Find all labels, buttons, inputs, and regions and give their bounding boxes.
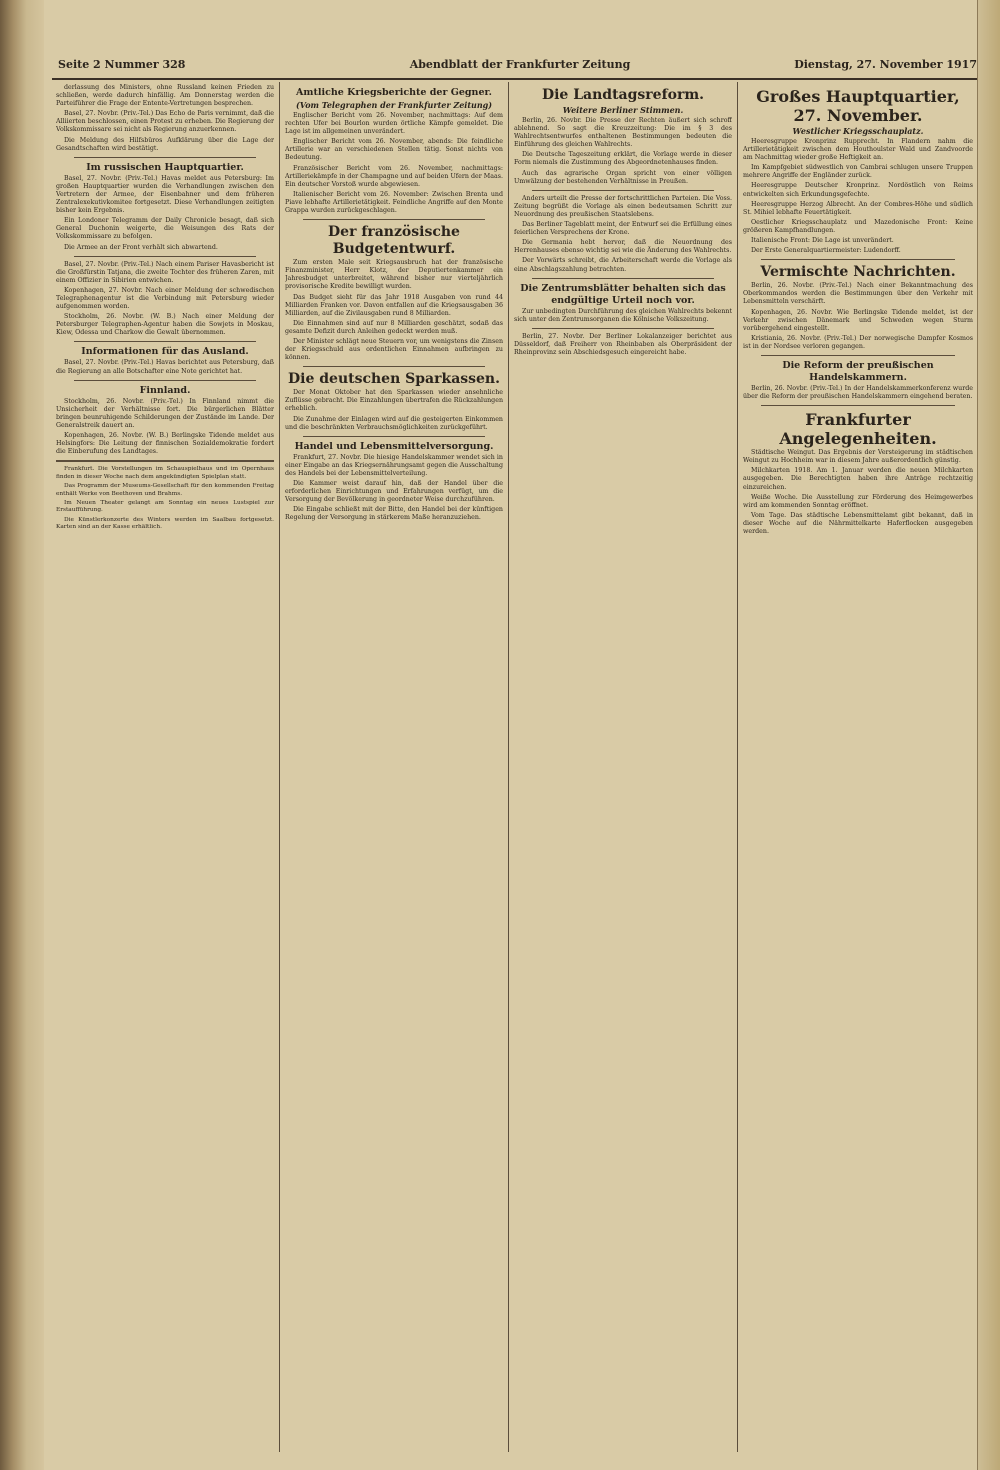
column (285, 84, 503, 1449)
adjacent-page-edge (977, 0, 1000, 1470)
article-paragraph: Heeresgruppe Deutscher Kronprinz. Nordöstlich von Reims entwickelten sich Erkundungsgefechte. (743, 182, 973, 198)
article-paragraph: Die Eingabe schließt mit der Bitte, den Handel bei der künftigen Regelung der Versorgung in stärkerem Maße heranzuziehen. (285, 506, 503, 522)
article-paragraph: derlassung des Ministers, ohne Russland keinen Frieden zu schließen, werde dadurch hinfällig. Am Donnerstag werden die Parteiführer die Frage der Entente-Vertretungen besprechen. (56, 84, 274, 108)
article-paragraph: Der Minister schlägt neue Steuern vor, um wenigstens die Zinsen der Kriegsschuld aus ordentlichen Einnahmen aufbringen zu können. (285, 337, 503, 362)
article-paragraph: Die Einnahmen sind auf nur 8 Milliarden geschätzt, sodaß das gesamte Defizit durch Anleihen gedeckt werden muß. (285, 319, 503, 335)
article-separator (532, 278, 714, 279)
article-headline: Informationen für das Ausland. (81, 346, 249, 358)
article-separator (532, 190, 714, 191)
article (285, 87, 503, 215)
article-paragraph: Italienischer Bericht vom 26. November: Zwischen Brenta und Piave lebhafte Artillerietätigkeit. Feindliche Angriffe auf den Monte Grappa wurden zurückgeschlagen. (285, 190, 503, 215)
article-headline: Amtliche Kriegsberichte der Gegner. (296, 87, 492, 98)
article-paragraph: Kopenhagen, 26. Novbr. (W. B.) Berlingske Tidende meldet aus Helsingfors: Die Leitung der finnischen Sozialdemokratie fordert die Einberufung des Landtages. (56, 432, 274, 456)
article-paragraph: Basel, 27. Novbr. (Priv.-Tel.) Das Echo de Paris vernimmt, daß die Alliierten beschlossen, einen Protest zu erheben. Die Regierung der Volkskommissare sei nicht als Regierung anzuerkennen. (56, 110, 274, 134)
article (514, 333, 732, 357)
article-paragraph: Die Deutsche Tageszeitung erklärt, die Vorlage werde in dieser Form niemals die Zustimmung des Abgeordnetenhauses finden. (514, 151, 732, 167)
article-paragraph: Berlin, 26. Novbr. (Priv.-Tel.) In der Handelskammerkonferenz wurde über die Reform der preußischen Handelskammern eingehend beraten. (743, 384, 973, 401)
article-paragraph: Das Programm der Museums-Gesellschaft für den kommenden Freitag enthält Werke von Beethoven und Brahms. (56, 483, 274, 497)
article (743, 410, 973, 536)
article-separator (532, 328, 714, 329)
article-headline: Die Reform der preußischen Handelskammern. (782, 359, 934, 383)
page-number: Seite 2 Nummer 328 (58, 58, 186, 71)
article (285, 224, 503, 362)
article (56, 84, 274, 153)
article-separator (761, 259, 955, 260)
article-paragraph: Vom Tage. Das städtische Lebensmittelamt gibt bekannt, daß in dieser Woche auf die Nährmittelkarte Haferflocken ausgegeben werden. (743, 511, 973, 535)
article-separator (761, 355, 955, 356)
article-paragraph: Im Kampfgebiet südwestlich von Cambrai schlugen unsere Truppen mehrere Angriffe der Engländer zurück. (743, 164, 973, 180)
article (56, 162, 274, 252)
article-separator (74, 341, 256, 342)
issue-date: Dienstag, 27. November 1917 (794, 58, 977, 71)
article-headline: Finnland. (139, 384, 191, 396)
article-paragraph: Städtische Weingut. Das Ergebnis der Versteigerung im städtischen Weingut zu Hochheim war in diesem Jahre außerordentlich günstig. (743, 449, 973, 465)
article-headline: Der französische Budgetentwurf. (328, 224, 460, 258)
article-paragraph: Oestlicher Kriegsschauplatz und Mazedonische Front: Keine größeren Kampfhandlungen. (743, 218, 973, 234)
article-paragraph: Basel, 27. Novbr. (Priv.-Tel.) Nach einem Pariser Havasbericht ist die Großfürstin Tatjana, die zweite Tochter des früheren Zaren, mit einem Offizier in Sibirien entwichen. (56, 260, 274, 284)
article-paragraph: Weiße Woche. Die Ausstellung zur Förderung des Heimgewerbes wird am kommenden Sonntag eröffnet. (743, 493, 973, 509)
article-paragraph: Berlin, 26. Novbr. (Priv.-Tel.) Nach einer Bekanntmachung des Oberkommandos werden die Bestimmungen über den Verkehr mit Lebensmitteln verschärft. (743, 282, 973, 306)
article-headline: Frankfurter Angelegenheiten. (779, 410, 937, 449)
article-paragraph: Englischer Bericht vom 26. November, nachmittags: Auf dem rechten Ufer bei Bourlon wurden örtliche Kämpfe gemeldet. Die Lage ist im allgemeinen unverändert. (285, 112, 503, 136)
article-paragraph: Kristiania, 26. Novbr. (Priv.-Tel.) Der norwegische Dampfer Kosmos ist in der Nordsee verloren gegangen. (743, 334, 973, 350)
article (56, 261, 274, 338)
article-paragraph: Milchkarten 1918. Am 1. Januar werden die neuen Milchkarten ausgegeben. Die Berechtigten haben ihre Anträge rechtzeitig einzureichen. (743, 467, 973, 491)
article-headline: Die Landtagsreform. (541, 87, 705, 103)
article-paragraph: Die Germania hebt hervor, daß die Neuordnung des Herrenhauses ebenso wichtig sei wie die Änderung des Wahlrechts. (514, 239, 732, 255)
article-paragraph: Anders urteilt die Presse der fortschrittlichen Parteien. Die Voss. Zeitung begrüßt die Vorlage als einen bedeutsamen Schritt zur Neuordnung des preußischen Staatslebens. (514, 194, 732, 218)
article-paragraph: Berlin, 27. Novbr. Der Berliner Lokalanzeiger berichtet aus Düsseldorf, daß Freiherr von Rheinbaben als Oberpräsident der Rheinprovinz sein Abschiedsgesuch eingereicht habe. (514, 332, 732, 356)
article-paragraph: Italienische Front: Die Lage ist unverändert. (751, 237, 894, 245)
article-paragraph: Zur unbedingten Durchführung des gleichen Wahlrechts bekennt sich unter den Zentrumsorganen die Kölnische Volkszeitung. (514, 307, 732, 323)
article-separator (56, 460, 274, 462)
article-paragraph: Auch das agrarische Organ spricht von einer völligen Umwälzung der bestehenden Verhältnisse in Preußen. (514, 169, 732, 185)
article-subheading: Weitere Berliner Stimmen. (562, 105, 684, 115)
article (514, 283, 732, 324)
article-paragraph: Der Vorwärts schreibt, die Arbeiterschaft werde die Vorlage als eine Abschlagszahlung betrachten. (514, 257, 732, 273)
header-rule (52, 78, 977, 80)
article-paragraph: Basel, 27. Novbr. (Priv.-Tel.) Havas meldet aus Petersburg: Im großen Hauptquartier wurden die Verhandlungen zwischen den Vertretern der Armee, der Eisenbahner und dem früheren Zentralexekutivkomitee fortgesetzt. Diese Verhandlungen zeitigten bisher kein Ergebnis. (56, 174, 274, 215)
article-paragraph: Die Meldung des Hilfsbüros Aufklärung über die Lage der Gesandtschaften wird bestätigt. (56, 136, 274, 152)
article-separator (74, 380, 256, 381)
column-divider (508, 82, 509, 1452)
article-paragraph: Basel, 27. Novbr. (Priv.-Tel.) Havas berichtet aus Petersburg, daß die Regierung an alle Botschafter eine Note gerichtet hat. (56, 359, 274, 375)
article-paragraph: Das Budget sieht für das Jahr 1918 Ausgaben von rund 44 Milliarden Franken vor. Davon entfallen auf die Kriegsausgaben 36 Milliarden, auf die Zivilausgaben rund 8 Milliarden. (285, 293, 503, 317)
masthead: Abendblatt der Frankfurter Zeitung (409, 58, 631, 71)
article-paragraph: Kopenhagen, 27. Novbr. Nach einer Meldung der schwedischen Telegraphenagentur ist die Verbindung mit Petersburg wieder aufgenommen worden. (56, 286, 274, 311)
article-headline: Die Zentrumsblätter behalten sich das endgültige Urteil noch vor. (520, 282, 726, 306)
column-divider (737, 82, 738, 1452)
article-headline: Handel und Lebensmittelversorgung. (294, 440, 494, 452)
article (285, 441, 503, 523)
article-paragraph: Ein Londoner Telegramm der Daily Chronicle besagt, daß sich General Duchonin weigerte, die Weisungen des Rats der Volkskommissare zu befolgen. (56, 217, 274, 241)
article-headline: Großes Hauptquartier, 27. November. (756, 87, 960, 125)
article-paragraph: Französischer Bericht vom 26. November, nachmittags: Artilleriekämpfe in der Champagne und auf beiden Ufern der Maas. Ein deutscher Vorstoß wurde abgewiesen. (285, 164, 503, 188)
article (514, 195, 732, 274)
article (743, 360, 973, 401)
article-subheading: Westlicher Kriegsschauplatz. (792, 126, 924, 136)
article-headline: Im russischen Hauptquartier. (86, 161, 244, 173)
article-paragraph: Englischer Bericht vom 26. November, abends: Die feindliche Artillerie war an verschiedenen Stellen tätig. Sonst nichts von Bedeutung. (285, 138, 503, 162)
article-paragraph: Frankfurt, 27. Novbr. Die hiesige Handelskammer wendet sich in einer Eingabe an das Kriegsernährungsamt gegen die Ausschaltung des Handels bei der Lebensmittelverteilung. (285, 453, 503, 477)
article-paragraph: Heeresgruppe Kronprinz Rupprecht. In Flandern nahm die Artillerietätigkeit zwischen dem Houthoulster Wald und Zandvoorde am Nachmittag wieder große Heftigkeit an. (743, 138, 973, 162)
article-paragraph: Die Armee an der Front verhält sich abwartend. (64, 243, 218, 251)
article-paragraph: Die Kammer weist darauf hin, daß der Handel über die erforderlichen Einrichtungen und Erfahrungen verfügt, um die Versorgung der Bevölkerung in geordneter Weise durchzuführen. (285, 480, 503, 504)
article (56, 466, 274, 531)
article-paragraph: Zum ersten Male seit Kriegsausbruch hat der französische Finanzminister, Herr Klotz, der Deputiertenkammer ein Jahresbudget unterbreitet, während bisher nur vierteljährlich provisorische Kredite bewilligt wurden. (285, 259, 503, 291)
article-separator (303, 366, 485, 367)
column-divider (279, 82, 280, 1452)
article (56, 385, 274, 457)
article-paragraph: Der Erste Generalquartiermeister: Ludendorff. (751, 247, 901, 255)
article-paragraph: Stockholm, 26. Novbr. (W. B.) Nach einer Meldung der Petersburger Telegraphen-Agentur haben die Sowjets in Moskau, Kiew, Odessa und Charkow die Gewalt übernommen. (56, 313, 274, 337)
article-paragraph: Berlin, 26. Novbr. Die Presse der Rechten äußert sich schroff ablehnend. So sagt die Kreuzzeitung: Die im § 3 des Wahlrechtsentwurfes enthaltenen Bestimmungen bedeuten die Einführung des gleichen Wahlrechts. (514, 117, 732, 149)
article-paragraph: Das Berliner Tageblatt meint, der Entwurf sei die Erfüllung eines feierlichen Versprechens der Krone. (514, 221, 732, 237)
article-headline: Vermischte Nachrichten. (760, 264, 956, 281)
article-separator (74, 256, 256, 257)
article (514, 87, 732, 186)
column (743, 84, 973, 1449)
article-subheading: (Vom Telegraphen der Frankfurter Zeitung) (295, 100, 493, 110)
article-paragraph: Im Neuen Theater gelangt am Sonntag ein neues Lustspiel zur Erstaufführung. (56, 499, 274, 514)
article-headline: Die deutschen Sparkassen. (288, 371, 500, 388)
article (56, 346, 274, 375)
column (514, 84, 732, 1449)
article-separator (761, 405, 955, 406)
article-paragraph: Die Zunahme der Einlagen wird auf die gesteigerten Einkommen und die beschränkten Verbrauchsmöglichkeiten zurückgeführt. (285, 415, 503, 431)
article (743, 87, 973, 255)
book-binding (0, 0, 44, 1470)
article-paragraph: Kopenhagen, 26. Novbr. Wie Berlingske Tidende meldet, ist der Verkehr zwischen Dänemark und Schweden wegen Sturm vorübergehend eingestellt. (743, 308, 973, 332)
article (285, 371, 503, 431)
article-paragraph: Die Künstlerkonzerte des Winters werden im Saalbau fortgesetzt. Karten sind an der Kasse erhältlich. (56, 516, 274, 531)
column (56, 84, 274, 1449)
article-paragraph: Heeresgruppe Herzog Albrecht. An der Combres-Höhe und südlich St. Mihiel lebhafte Feuertätigkeit. (743, 200, 973, 216)
article-paragraph: Der Monat Oktober hat den Sparkassen wieder ansehnliche Zuflüsse gebracht. Die Einzahlungen übertrafen die Rückzahlungen erheblich. (285, 389, 503, 413)
article-paragraph: Frankfurt. Die Vorstellungen im Schauspielhaus und im Opernhaus finden in dieser Woche nach dem angekündigten Spielplan statt. (56, 466, 274, 480)
article (743, 264, 973, 351)
article-separator (303, 219, 485, 220)
article-separator (303, 436, 485, 437)
article-separator (74, 157, 256, 158)
article-paragraph: Stockholm, 26. Novbr. (Priv.-Tel.) In Finnland nimmt die Unsicherheit der Verhältnisse fort. Die bürgerlichen Blätter bringen beunruhigende Schilderungen der Zustände im Lande. Der Generalstreik dauert an. (56, 397, 274, 429)
